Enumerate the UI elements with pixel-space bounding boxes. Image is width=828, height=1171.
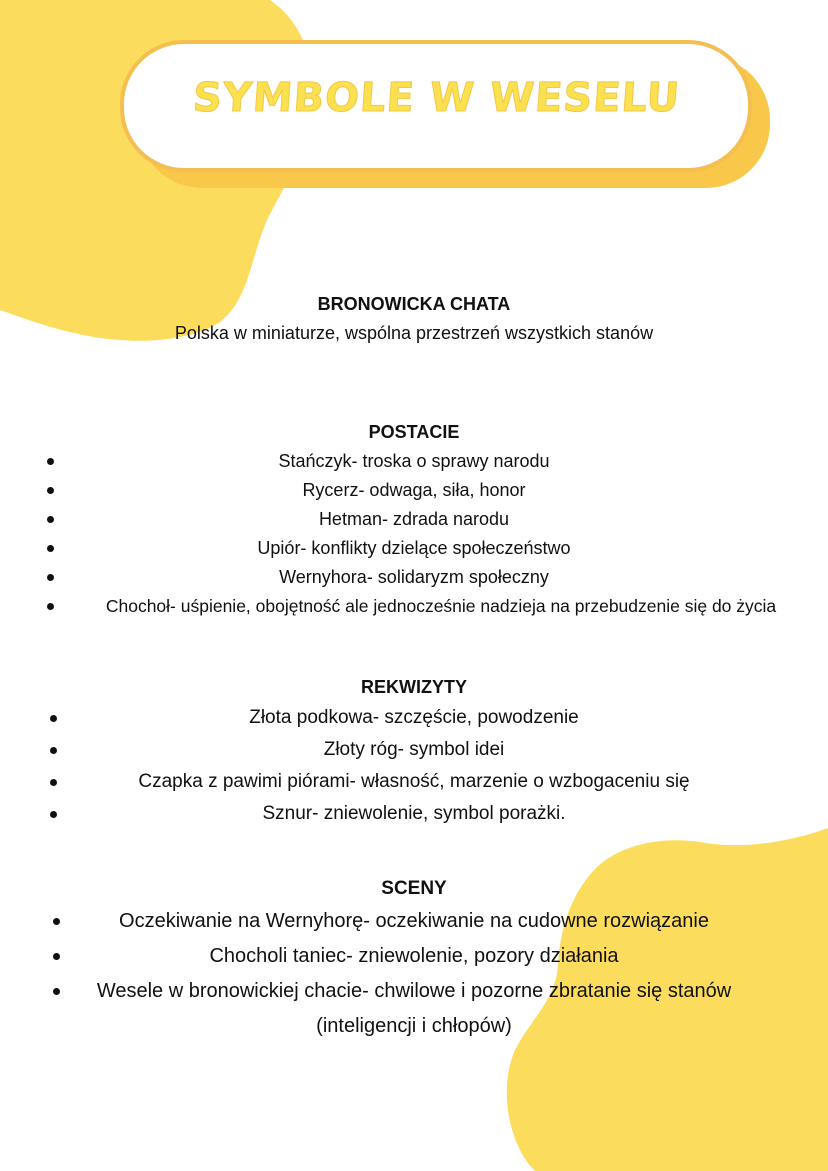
list-item: Stańczyk- troska o sprawy narodu xyxy=(0,447,828,476)
bullet-icon xyxy=(50,715,57,722)
section-heading: POSTACIE xyxy=(368,422,460,442)
section-rekwizyty xyxy=(0,677,828,830)
list-item: Wernyhora- solidaryzm społeczny xyxy=(0,563,828,592)
sceny-list xyxy=(0,904,828,1044)
postacie-list xyxy=(0,447,828,621)
page-title: SYMBOLE W WESELU xyxy=(190,75,682,121)
bullet-icon xyxy=(47,574,54,581)
section-bronowicka-chata xyxy=(0,294,828,348)
rekwizyty-list xyxy=(0,702,828,830)
list-item: Wesele w bronowickiej chacie- chwilowe i pozorne zbratanie się stanów (inteligencji i chłopów) xyxy=(0,974,828,1044)
bullet-icon xyxy=(47,487,54,494)
title-banner xyxy=(120,40,752,172)
section-heading: REKWIZYTY xyxy=(361,677,467,697)
bullet-icon xyxy=(47,458,54,465)
list-item: Rycerz- odwaga, siła, honor xyxy=(0,476,828,505)
section-postacie xyxy=(0,422,828,621)
list-item: Oczekiwanie na Wernyhorę- oczekiwanie na cudowne rozwiązanie xyxy=(0,904,828,939)
bullet-icon xyxy=(47,516,54,523)
list-item: Sznur- zniewolenie, symbol porażki. xyxy=(0,798,828,830)
list-item: Hetman- zdrada narodu xyxy=(0,505,828,534)
list-item: Chocholi taniec- zniewolenie, pozory działania xyxy=(0,939,828,974)
bullet-icon xyxy=(50,779,57,786)
bullet-icon xyxy=(50,747,57,754)
list-item: Upiór- konflikty dzielące społeczeństwo xyxy=(0,534,828,563)
bullet-icon xyxy=(53,918,60,925)
list-item: Złota podkowa- szczęście, powodzenie xyxy=(0,702,828,734)
list-item: Czapka z pawimi piórami- własność, marzenie o wzbogaceniu się xyxy=(0,766,828,798)
section-heading: SCENY xyxy=(381,878,447,899)
section-sceny xyxy=(0,878,828,1044)
list-item: Złoty róg- symbol idei xyxy=(0,734,828,766)
bullet-icon xyxy=(53,953,60,960)
bullet-icon xyxy=(50,811,57,818)
section-heading: BRONOWICKA CHATA xyxy=(317,294,511,314)
bullet-icon xyxy=(53,988,60,995)
section-text: Polska w miniaturze, wspólna przestrzeń wszystkich stanów xyxy=(174,323,654,343)
bullet-icon xyxy=(47,545,54,552)
bullet-icon xyxy=(47,603,54,610)
list-item: Chochoł- uśpienie, obojętność ale jednocześnie nadzieja na przebudzenie się do życia xyxy=(0,592,828,621)
